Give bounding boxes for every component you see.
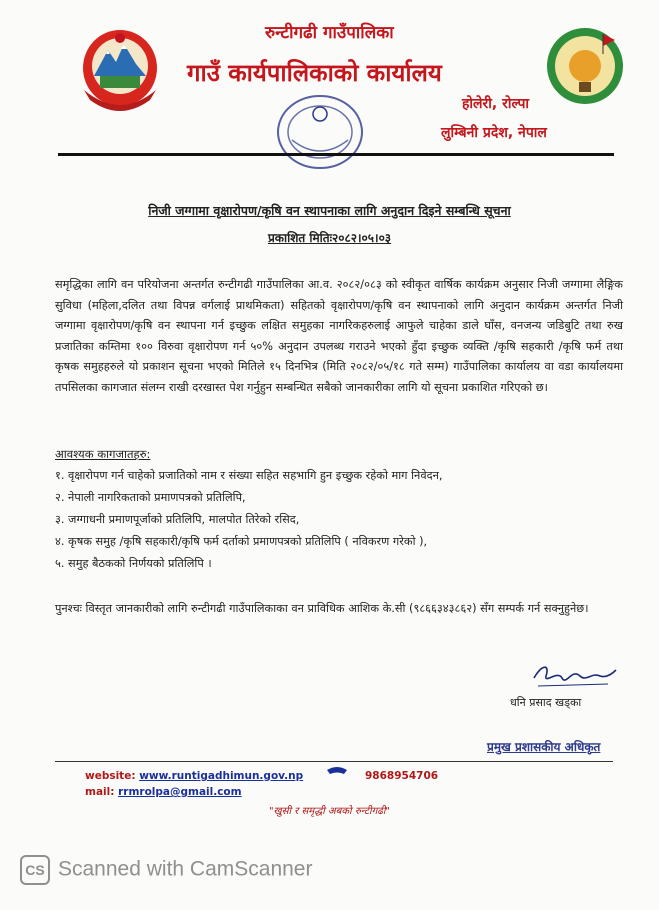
address-line-1: होलेरी, रोल्पा (462, 96, 530, 112)
footer-website (85, 770, 303, 782)
signatory-title: प्रमुख प्रशासकीय अधिकृत (487, 740, 601, 754)
camscanner-watermark (20, 855, 312, 885)
requirement-item: १. वृक्षारोपण गर्न चाहेको प्रजातिको नाम र संख्या सहित सहभागि हुन इच्छुक रहेको माग निवेदन, (55, 469, 443, 482)
requirements-heading: आवश्यक कागजातहरु: (55, 447, 151, 461)
website-label: website: (85, 770, 136, 782)
notice-title: निजी जग्गामा वृक्षारोपण/कृषि वन स्थापनाका लागि अनुदान दिइने सम्बन्धि सूचना (148, 203, 511, 218)
footer-mail (85, 786, 242, 798)
requirement-item: ३. जग्गाधनी प्रमाणपूर्जाको प्रतिलिपि, मालपोत तिरेको रसिद, (55, 513, 300, 526)
address-line-2: लुम्बिनी प्रदेश, नेपाल (441, 125, 547, 141)
signatory-name: धनि प्रसाद खड्का (510, 696, 582, 709)
mail-label: mail: (85, 786, 115, 798)
footer-divider (55, 761, 613, 762)
office-stamp-icon (272, 92, 368, 178)
camscanner-logo-icon: CS (20, 855, 50, 885)
postscript: पुनश्चः विस्तृत जानकारीको लागि रुन्टीगढी गाउँपालिकाका वन प्राविधिक आशिक के.सी (९८६६३४३८६२) सँग सम्पर्क गर्न सक्नुहुनेछ। (55, 602, 589, 615)
municipality-name: रुन्टीगढी गाउँपालिका (265, 23, 394, 43)
office-name: गाउँ कार्यपालिकाको कार्यालय (187, 59, 442, 87)
phone-icon (326, 766, 348, 778)
mail-link[interactable]: rrmrolpa@gmail.com (118, 786, 242, 798)
camscanner-text: Scanned with CamScanner (58, 857, 313, 881)
requirement-item: ४. कृषक समुह /कृषि सहकारी/कृषि फर्म दर्ताको प्रमाणपत्रको प्रतिलिपि ( नविकरण गरेको ), (55, 535, 428, 548)
nepal-emblem-icon (80, 28, 160, 114)
published-date: प्रकाशित मितिः२०८२।०५।०३ (267, 231, 392, 245)
requirement-item: २. नेपाली नागरिकताको प्रमाणपत्रको प्रतिलिपि, (55, 491, 246, 504)
municipality-logo-icon (545, 26, 625, 106)
footer-phone: 9868954706 (365, 770, 439, 782)
footer-slogan: "खुसी र समृद्धी अबको रुन्टीगढी" (268, 806, 391, 817)
handwritten-signature-icon (528, 658, 618, 692)
website-link[interactable]: www.runtigadhimun.gov.np (139, 770, 304, 782)
header-divider (58, 153, 614, 156)
requirement-item: ५. समुह बैठकको निर्णयको प्रतिलिपि । (55, 557, 212, 570)
notice-body: समृद्धिका लागि वन परियोजना अन्तर्गत रुन्टीगढी गाउँपालिका आ.व. २०८२/०८३ को स्वीकृत वार्षिक कार्यक्रम अनुसार निजी जग्गामा लैङ्गिक सुविधा (महिला,दलित तथा विपन्न वर्गलाई प्राथमिकता) सहितको वृक्षारोपण/कृषि वन स्थापनाको लागि अनुदान कार्यक्रम अन्तर्गत निजी जग्गामा वृक्षारोपण/कृषि वन स्थापना गर्न इच्छुक लक्षित समुहका नागरिकहरुलाई आफुले चाहेका डाले घाँस, वनजन्य जडिबुटि तथा रुख प्रजातिका कम्तिमा १०० विरुवा वृक्षारोपण गर्न ५०% अनुदान उपलब्ध गराउने भएको हुँदा इच्छुक व्यक्ति /कृषि सहकारी /कृषि फर्म तथा कृषक समुहहरुले यो प्रकाशन सूचना भएको मितिले १५ दिनभित्र (मिति २०८२/०५/१८ गते सम्म) गाउँपालिका कार्यालय वा वडा कार्यालयमा तपसिलका कागजात संलग्न राखी दरखास्त पेश गर्नुहुन सम्बन्धित सबैको जानकारीका लागि यो सूचना प्रकाशित गरिएको छ। (55, 278, 623, 394)
